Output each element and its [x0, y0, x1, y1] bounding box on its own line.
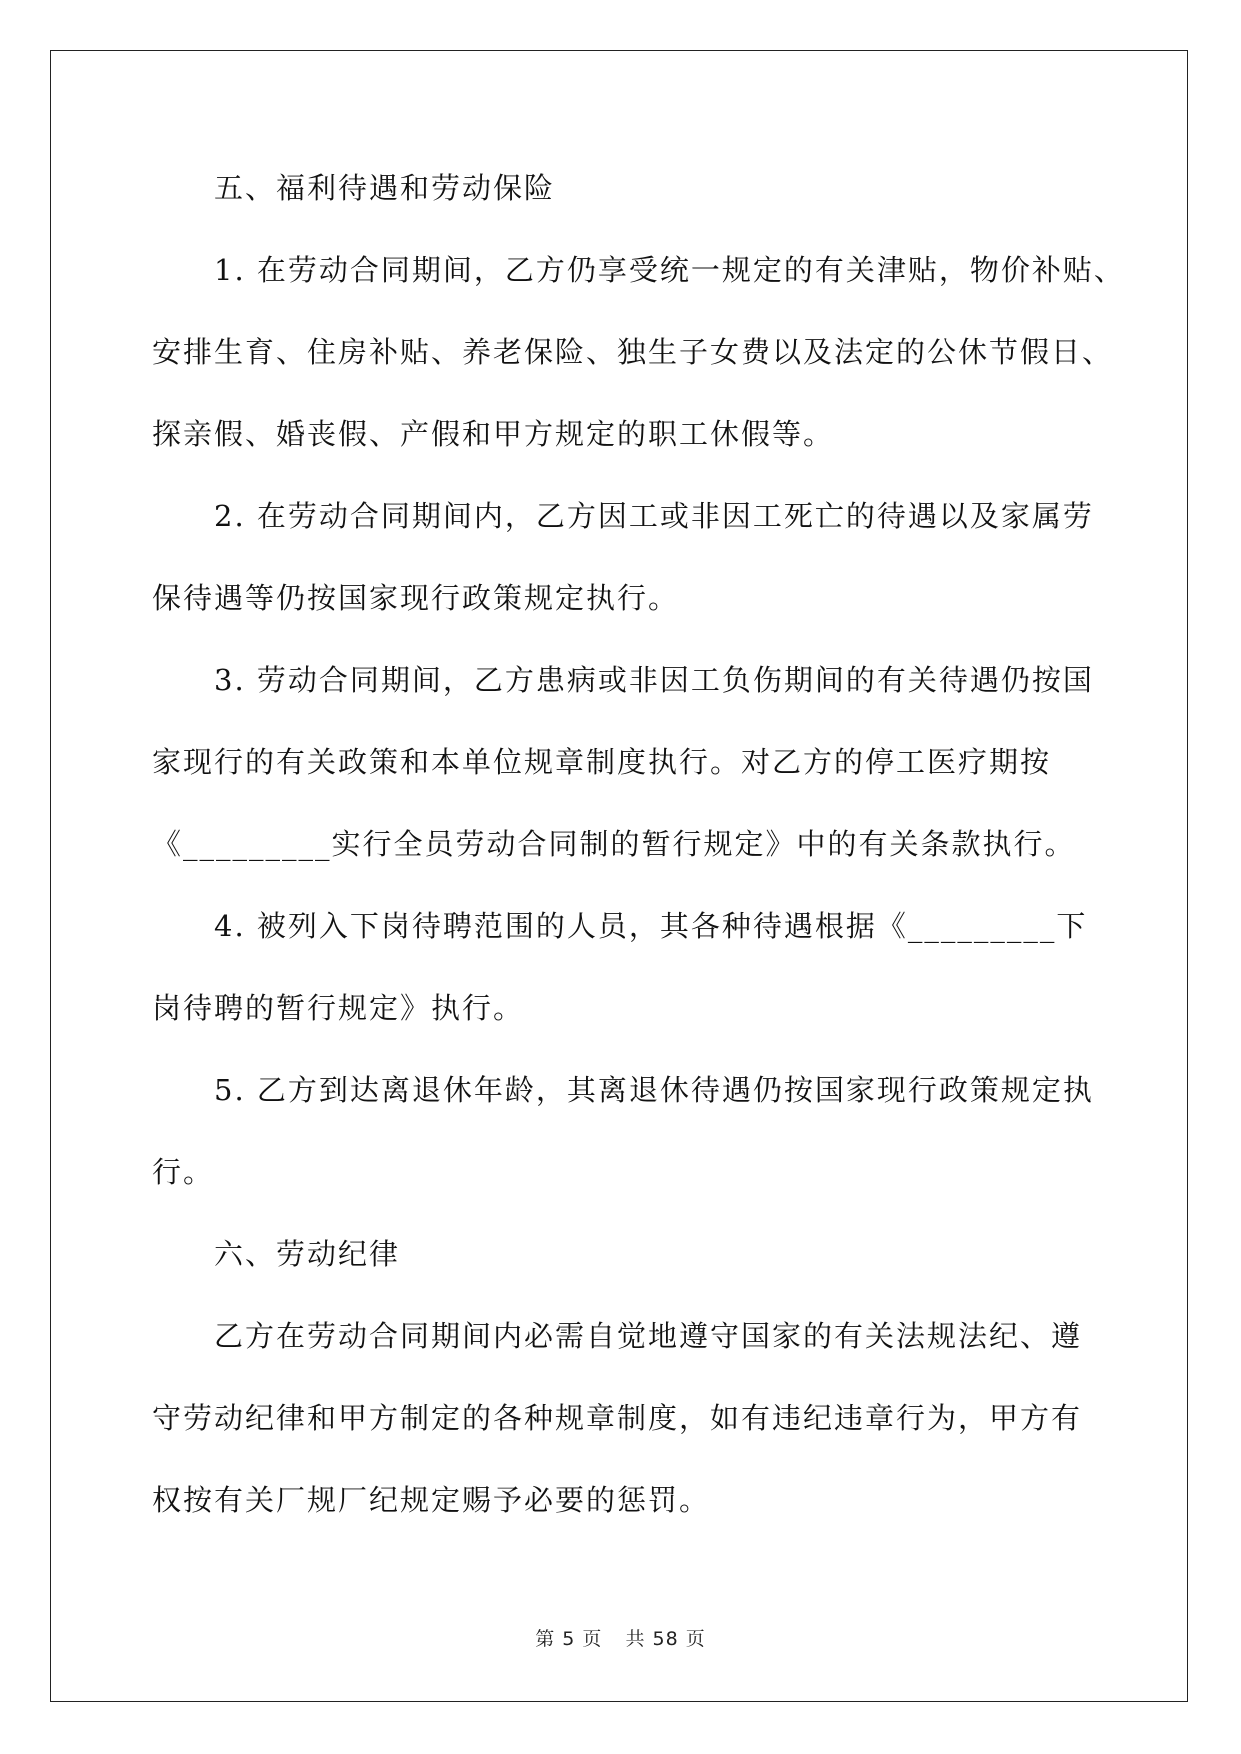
- paragraph-line: 3. 劳动合同期间，乙方患病或非因工负伤期间的有关待遇仍按国: [214, 663, 1094, 697]
- paragraph-line: 4. 被列入下岗待聘范围的人员，其各种待遇根据《_________下: [214, 909, 1088, 943]
- document-body: [152, 160, 1132, 1554]
- section-heading-discipline: 六、劳动纪律: [214, 1237, 401, 1271]
- paragraph-line: 5. 乙方到达离退休年龄，其离退休待遇仍按国家现行政策规定执: [214, 1073, 1094, 1107]
- paragraph-line: 权按有关厂规厂纪规定赐予必要的惩罚。: [152, 1483, 711, 1517]
- section-heading-welfare: 五、福利待遇和劳动保险: [214, 171, 556, 205]
- paragraph-line: 行。: [152, 1155, 215, 1189]
- page-footer: [0, 1624, 1241, 1651]
- paragraph-line: 家现行的有关政策和本单位规章制度执行。对乙方的停工医疗期按: [152, 745, 1052, 779]
- paragraph-line: 探亲假、婚丧假、产假和甲方规定的职工休假等。: [152, 417, 835, 451]
- paragraph-line: 《_________实行全员劳动合同制的暂行规定》中的有关条款执行。: [152, 827, 1076, 861]
- paragraph-line: 岗待聘的暂行规定》执行。: [152, 991, 525, 1025]
- paragraph-line: 1. 在劳动合同期间，乙方仍享受统一规定的有关津贴，物价补贴、: [214, 253, 1125, 287]
- paragraph-line: 保待遇等仍按国家现行政策规定执行。: [152, 581, 680, 615]
- page-number: 第 5 页: [535, 1628, 603, 1650]
- paragraph-line: 乙方在劳动合同期间内必需自觉地遵守国家的有关法规法纪、遵: [214, 1319, 1083, 1353]
- paragraph-line: 2. 在劳动合同期间内，乙方因工或非因工死亡的待遇以及家属劳: [214, 499, 1094, 533]
- page-total: 共 58 页: [625, 1628, 706, 1650]
- paragraph-line: 安排生育、住房补贴、养老保险、独生子女费以及法定的公休节假日、: [152, 335, 1114, 369]
- paragraph-line: 守劳动纪律和甲方制定的各种规章制度，如有违纪违章行为，甲方有: [152, 1401, 1083, 1435]
